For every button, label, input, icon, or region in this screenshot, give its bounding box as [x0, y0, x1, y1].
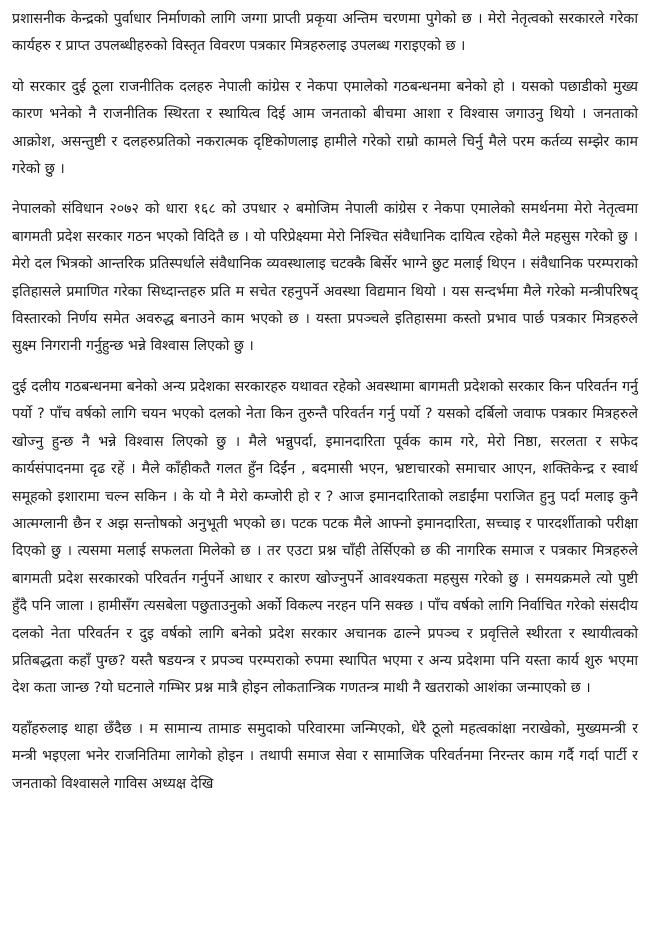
paragraph-background: यहाँहरुलाइ थाहा छँदैछ । म सामान्य तामाङ समुदाको परिवारमा जन्मिएको, धेरै ठूलो महत्वकांक्षा नराखेको, मुख्यमन्त्री र मन्त्री भइएला भनेर राजनितिमा लागेको होइन । तथापी समाज सेवा र सामाजिक परिवर्तनमा निरन्तर काम गर्दै गर्दा पार्टी र जनताको विश्वासले गाविस अध्यक्ष देखि — [12, 720, 638, 792]
paragraph-coalition: यो सरकार दुई ठूला राजनीतिक दलहरु नेपाली कांग्रेस र नेकपा एमालेको गठबन्धनमा बनेको हो । यसको पछाडीको मुख्य कारण भनेको नै राजनीतिक स्थिरता र स्थायित्व दिई आम जनताको बीचमा आशा र विश्वास जगाउनु थियो । जनताको आक्रोश, असन्तुष्टी र दलहरुप्रतिको नकरात्मक दृष्टिकोणलाइ हामीले गरेको राम्रो कामले चिर्नु मैले परम कर्तव्य सम्झेर काम गरेको छु । — [12, 78, 638, 178]
paragraph-intro: प्रशासनीक केन्द्रको पुर्वाधार निर्माणको लागि जग्गा प्राप्ती प्रकृया अन्तिम चरणमा पुगेको छ । मेरो नेतृत्वको सरकारले गरेका कार्यहरु र प्राप्त उपलब्धीहरुको विस्तृत विवरण पत्रकार मित्रहरुलाइ उपलब्ध गराइएको छ । — [12, 11, 638, 55]
paragraph-government-change: दुई दलीय गठबन्धनमा बनेको अन्य प्रदेशका सरकारहरु यथावत रहेको अवस्थामा बागमती प्रदेशको सरकार किन परिवर्तन गर्नु पर्यो ? पाँच वर्षको लागि चयन भएको दलको नेता किन तुरुन्तै परिवर्तन गर्नु पर्यो ? यसको दर्बिलो जवाफ पत्रकार मित्रहरुले खोज्नु हुन्छ नै भन्ने विश्वास लिएको छु । मैले भन्नुपर्दा, इमानदारिता पूर्वक काम गरे, मेरो निष्ठा, सरलता र सफेद कार्यसंपादनमा दृढ रहें । मैले काँहीकतै गलत हुँन दिईंन , बदमासी भएन, भ्रष्टाचारको समाचार आएन, शक्तिकेन्द्र र स्वार्थ समूहको इशारामा चल्न सकिन । के यो नै मेरो कम्जोरी हो र ? आज इमानदारिताको लडाईंमा पराजित हुनु पर्दा मलाइ कुनै आत्मग्लानी छैन र अझ सन्तोषको अनुभूती भएको छ। पटक पटक मैले आफ्नो इमानदारिता, सच्चाइ र पारदर्शीताको परीक्षा दिएको छु । त्यसमा मलाई सफलता मिलेको छ । तर एउटा प्रश्न चाँही तेर्सिएको छ की नागरिक समाज र पत्रकार मित्रहरुले बागमती प्रदेश सरकारको परिवर्तन गर्नुपर्ने आधार र कारण खोज्नुपर्ने आवश्यकता महसुस गरेको छु । समयक्रमले त्यो पुष्टी हुँदै पनि जाला । हामीसँग त्यसबेला पछुताउनुको अर्को विकल्प नरहन पनि सक्छ । पाँच वर्षको लागि निर्वाचित गरेको संसदीय दलको नेता परिवर्तन र दुइ वर्षको लागि बनेको प्रदेश सरकार अचानक ढाल्ने प्रपञ्च र प्रवृत्तिले स्थीरता र स्थायीत्वको प्रतिबद्धता कहाँ पुग्छ? यस्तै षडयन्त्र र प्रपञ्च परम्पराको रुपमा स्थापित भएमा र अन्य प्रदेशमा पनि यस्ता कार्य शुरु भएमा देश कता जान्छ ?यो घटनाले गम्भिर प्रश्न मात्रै होइन लोकतान्त्रिक गणतन्त्र माथी नै खतराको आशंका जन्माएको छ । — [12, 378, 638, 697]
paragraph-constitution: नेपालको संविधान २०७२ को धारा १६८ को उपधार २ बमोजिम नेपाली कांग्रेस र नेकपा एमालेको समर्थनमा मेरो नेतृत्वमा बागमती प्रदेश सरकार गठन भएको विदितै छ । यो परिप्रेक्ष्यमा मेरो निश्चित संवैधानिक दायित्व रहेको मैले महसुस गरेको छु । मेरो दल भित्रको आन्तरिक प्रतिस्पर्धाले संवैधानिक व्यवस्थालाइ चटक्कै बिर्सेर भाग्ने छुट मलाई थिएन । संवैधानिक परम्पराको इतिहासले प्रमाणित गरेका सिध्दान्तहरु प्रति म सचेत रहनुपर्ने अवस्था विद्यमान थियो । यस सन्दर्भमा मैले गरेको मन्त्रीपरिषद् विस्तारको निर्णय समेत अवरुद्ध बनाउने काम भएको छ । यस्ता प्रपञ्चले इतिहासमा कस्तो प्रभाव पार्छ पत्रकार मित्रहरुले सुक्ष्म निगरानी गर्नुहुन्छ भन्ने विश्वास लिएको छु । — [12, 201, 638, 355]
